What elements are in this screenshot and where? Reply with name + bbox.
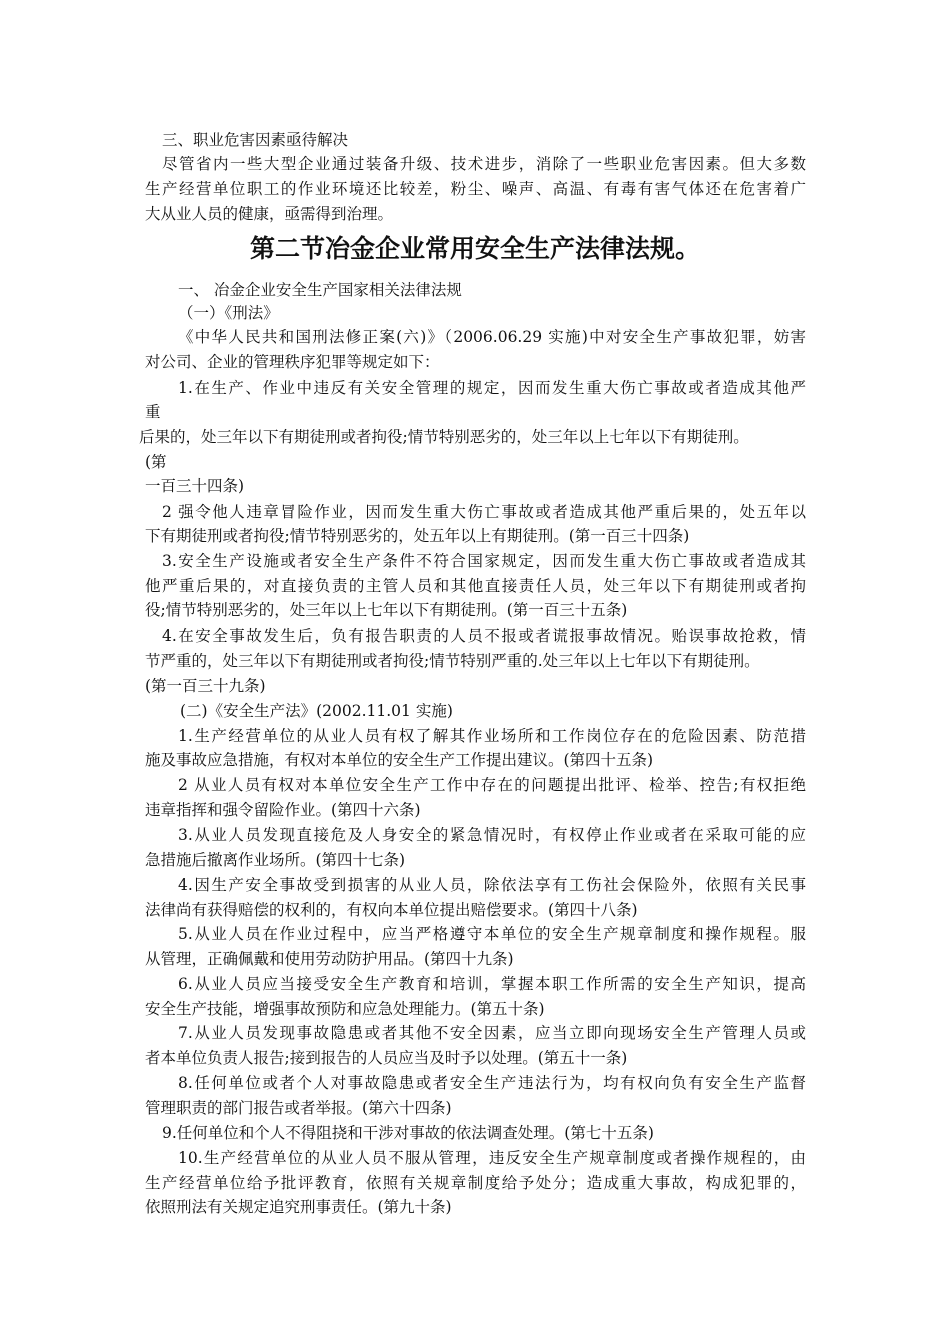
paragraph-line: 一百三十四条) [145,477,245,495]
paragraph-line: 下有期徒刑或者拘役;情节特别恶劣的，处五年以上有期徒刑。(第一百三十四条) [145,527,690,545]
part-heading: 一、 冶金企业安全生产国家相关法律法规 [178,281,462,299]
paragraph-line: 他严重后果的，对直接负责的主管人员和其他直接责任人员，处三年以下有期徒刑或者拘 [145,577,806,595]
paragraph-line: 3.从业人员发现直接危及人身安全的紧急情况时，有权停止作业或者在采取可能的应 [178,826,806,844]
paragraph-line: 对公司、企业的管理秩序犯罪等规定如下： [145,353,440,371]
paragraph-line: 2 从业人员有权对本单位安全生产工作中存在的问题提出批评、检举、控告;有权拒绝 [178,776,806,794]
paragraph-line: 施及事故应急措施，有权对本单位的安全生产工作提出建议。(第四十五条) [145,751,654,769]
subsection-heading: （一）《刑法》 [178,304,279,322]
paragraph-line: 生产经营单位职工的作业环境还比较差，粉尘、噪声、高温、有毒有害气体还在危害着广 [145,180,806,198]
chapter-title: 第二节冶金企业常用安全生产法律法规。 [249,234,700,263]
paragraph-line: 法律尚有获得赔偿的权利的，有权向本单位提出赔偿要求。(第四十八条) [145,901,638,919]
paragraph-line: 尽管省内一些大型企业通过装备升级、技术进步，消除了一些职业危害因素。但大多数 [162,155,806,173]
paragraph-line: (第一百三十九条) [145,677,266,695]
paragraph-line: 1.生产经营单位的从业人员有权了解其作业场所和工作岗位存在的危险因素、防范措 [178,727,806,745]
paragraph-line: 重 [145,403,161,421]
paragraph-line: 后果的，处三年以下有期徒刑或者拘役;情节特别恶劣的，处三年以上七年以下有期徒刑。 [139,428,749,446]
paragraph-line: 4.因生产安全事故受到损害的从业人员，除依法享有工伤社会保险外，依照有关民事 [178,876,806,894]
paragraph-line: 7.从业人员发现事故隐患或者其他不安全因素，应当立即向现场安全生产管理人员或 [178,1024,806,1042]
paragraph-line: 从管理，正确佩戴和使用劳动防护用品。(第四十九条) [145,950,514,968]
paragraph-line: 管理职责的部门报告或者举报。(第六十四条) [145,1099,452,1117]
paragraph-line: 4.在安全事故发生后，负有报告职责的人员不报或者谎报事故情况。贻误事故抢救，情 [162,627,806,645]
paragraph-line: (第 [145,453,167,471]
paragraph-line: 大从业人员的健康，亟需得到治理。 [145,205,394,223]
subsection-heading: (二)《安全生产法》(2002.11.01 实施) [180,702,453,720]
paragraph-line: 急措施后撤离作业场所。(第四十七条) [145,851,406,869]
paragraph-line: 役;情节特别恶劣的，处三年以上七年以下有期徒刑。(第一百三十五条) [145,601,628,619]
paragraph-line: 节严重的，处三年以下有期徒刑或者拘役;情节特别严重的.处三年以上七年以下有期徒刑。 [145,652,760,670]
paragraph-line: 2 强令他人违章冒险作业，因而发生重大伤亡事故或者造成其他严重后果的，处五年以 [162,503,806,521]
paragraph-line: 9.任何单位和个人不得阻挠和干涉对事故的依法调查处理。(第七十五条) [162,1124,654,1142]
paragraph-line: 1.在生产、作业中违反有关安全管理的规定，因而发生重大伤亡事故或者造成其他严 [178,379,806,397]
paragraph-line: 3.安全生产设施或者安全生产条件不符合国家规定，因而发生重大伤亡事故或者造成其 [162,552,806,570]
paragraph-line: 8.任何单位或者个人对事故隐患或者安全生产违法行为，均有权向负有安全生产监督 [178,1074,806,1092]
paragraph-line: 6.从业人员应当接受安全生产教育和培训，掌握本职工作所需的安全生产知识，提高 [178,975,806,993]
paragraph-line: 安全生产技能，增强事故预防和应急处理能力。(第五十条) [145,1000,545,1018]
paragraph-line: 5.从业人员在作业过程中，应当严格遵守本单位的安全生产规章制度和操作规程。服 [178,925,806,943]
paragraph-line: 生产经营单位给予批评教育，依照有关规章制度给予处分；造成重大事故，构成犯罪的， [145,1174,806,1192]
paragraph-line: 违章指挥和强令留险作业。(第四十六条) [145,801,421,819]
paragraph-line: 10.生产经营单位的从业人员不服从管理，违反安全生产规章制度或者操作规程的，由 [178,1149,806,1167]
paragraph-line: 依照刑法有关规定追究刑事责任。(第九十条) [145,1198,452,1216]
paragraph-line: 者本单位负责人报告;接到报告的人员应当及时予以处理。(第五十一条) [145,1049,628,1067]
paragraph-line: 《中华人民共和国刑法修正案(六)》（2006.06.29 实施)中对安全生产事故犯罪，妨害 [178,328,806,346]
section-heading: 三、职业危害因素亟待解决 [162,131,349,149]
